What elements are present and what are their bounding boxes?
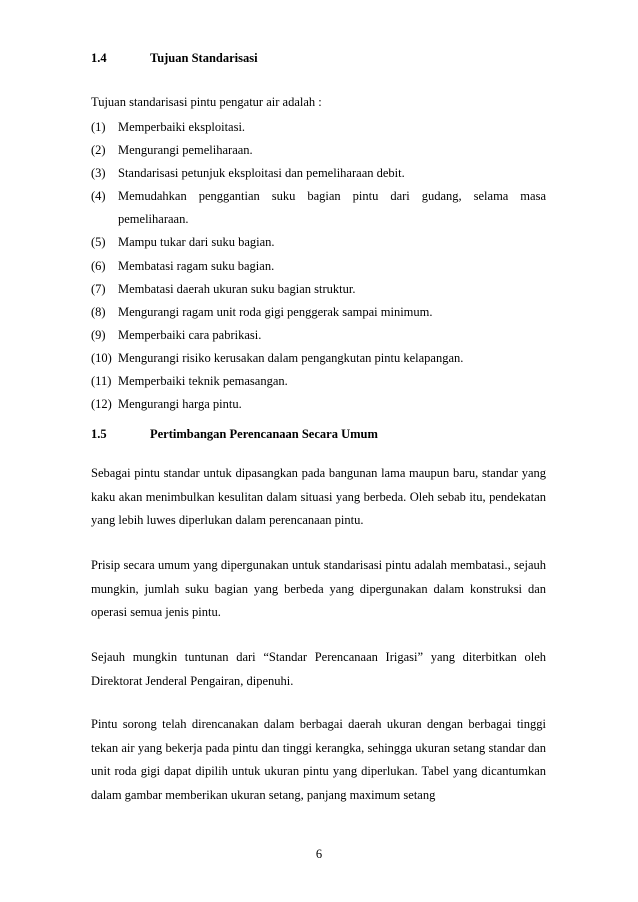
section-title: Tujuan Standarisasi <box>150 51 258 65</box>
item-number: (5) <box>91 235 106 250</box>
item-number: (10) <box>91 350 112 365</box>
section-heading-1-5 <box>91 426 378 442</box>
list-item <box>91 231 546 254</box>
section-heading-1-4 <box>91 50 258 66</box>
list-item <box>91 301 546 324</box>
list-item <box>91 278 546 301</box>
section-title: Pertimbangan Perencanaan Secara Umum <box>150 427 378 441</box>
list-item <box>91 162 546 185</box>
item-number: (4) <box>91 189 106 204</box>
list-item <box>91 255 546 278</box>
item-number: (11) <box>91 374 112 389</box>
item-text: Memperbaiki eksploitasi. <box>118 120 246 134</box>
list-item <box>91 393 546 416</box>
item-number: (6) <box>91 258 106 273</box>
item-number: (12) <box>91 397 112 412</box>
item-number: (3) <box>91 166 106 181</box>
section-number: 1.5 <box>91 427 107 441</box>
section-number: 1.4 <box>91 51 107 65</box>
item-number: (7) <box>91 281 106 296</box>
paragraph: Sebagai pintu standar untuk dipasangkan pada bangunan lama maupun baru, standar yang kaku akan menimbulkan kesulitan dalam situasi yang berbeda. Oleh sebab itu, pendekatan yang lebih luwes diperlukan dalam perencanaan pintu. <box>91 466 546 527</box>
list-item <box>91 324 546 347</box>
intro-text: Tujuan standarisasi pintu pengatur air adalah : <box>91 95 322 109</box>
item-number: (1) <box>91 120 106 134</box>
list-item <box>91 185 546 231</box>
item-text: Membatasi ragam suku bagian. <box>118 258 275 273</box>
item-number: (8) <box>91 304 106 319</box>
paragraph: Prisip secara umum yang dipergunakan untuk standarisasi pintu adalah membatasi., sejauh mungkin, jumlah suku bagian yang berbeda yang dipergunakan dalam konstruksi dan operasi semua jenis pintu. <box>91 558 546 619</box>
item-text: Memperbaiki cara pabrikasi. <box>118 327 262 342</box>
paragraph: Sejauh mungkin tuntunan dari “Standar Perencanaan Irigasi” yang diterbitkan oleh Direktorat Jenderal Pengairan, dipenuhi. <box>91 650 546 688</box>
item-text: Mengurangi ragam unit roda gigi penggerak sampai minimum. <box>118 304 433 319</box>
item-text: Mengurangi risiko kerusakan dalam pengangkutan pintu kelapangan. <box>118 350 464 365</box>
item-text: Membatasi daerah ukuran suku bagian struktur. <box>118 281 356 296</box>
item-text: Mengurangi harga pintu. <box>118 397 242 412</box>
page-number: 6 <box>315 847 323 861</box>
item-text: Standarisasi petunjuk eksploitasi dan pemeliharaan debit. <box>118 166 405 181</box>
item-text: Memudahkan penggantian suku bagian pintu dari gudang, selama masa pemeliharaan. <box>118 189 546 227</box>
item-text: Mengurangi pemeliharaan. <box>118 143 253 158</box>
item-number: (9) <box>91 327 106 342</box>
item-text: Mampu tukar dari suku bagian. <box>118 235 275 250</box>
item-number: (2) <box>91 143 106 158</box>
list-item <box>91 347 546 370</box>
paragraph: Pintu sorong telah direncanakan dalam berbagai daerah ukuran dengan berbagai tinggi tekan air yang bekerja pada pintu dan tinggi kerangka, sehingga ukuran setang standar dan unit roda gigi dapat dipilih untuk ukuran pintu yang diperlukan. Tabel yang dicantumkan dalam gambar memberikan ukuran setang, panjang maximum setang <box>91 717 546 802</box>
objectives-list <box>91 116 546 416</box>
list-item <box>91 139 546 162</box>
item-text: Memperbaiki teknik pemasangan. <box>118 374 288 389</box>
list-item <box>91 116 546 139</box>
list-item <box>91 370 546 393</box>
